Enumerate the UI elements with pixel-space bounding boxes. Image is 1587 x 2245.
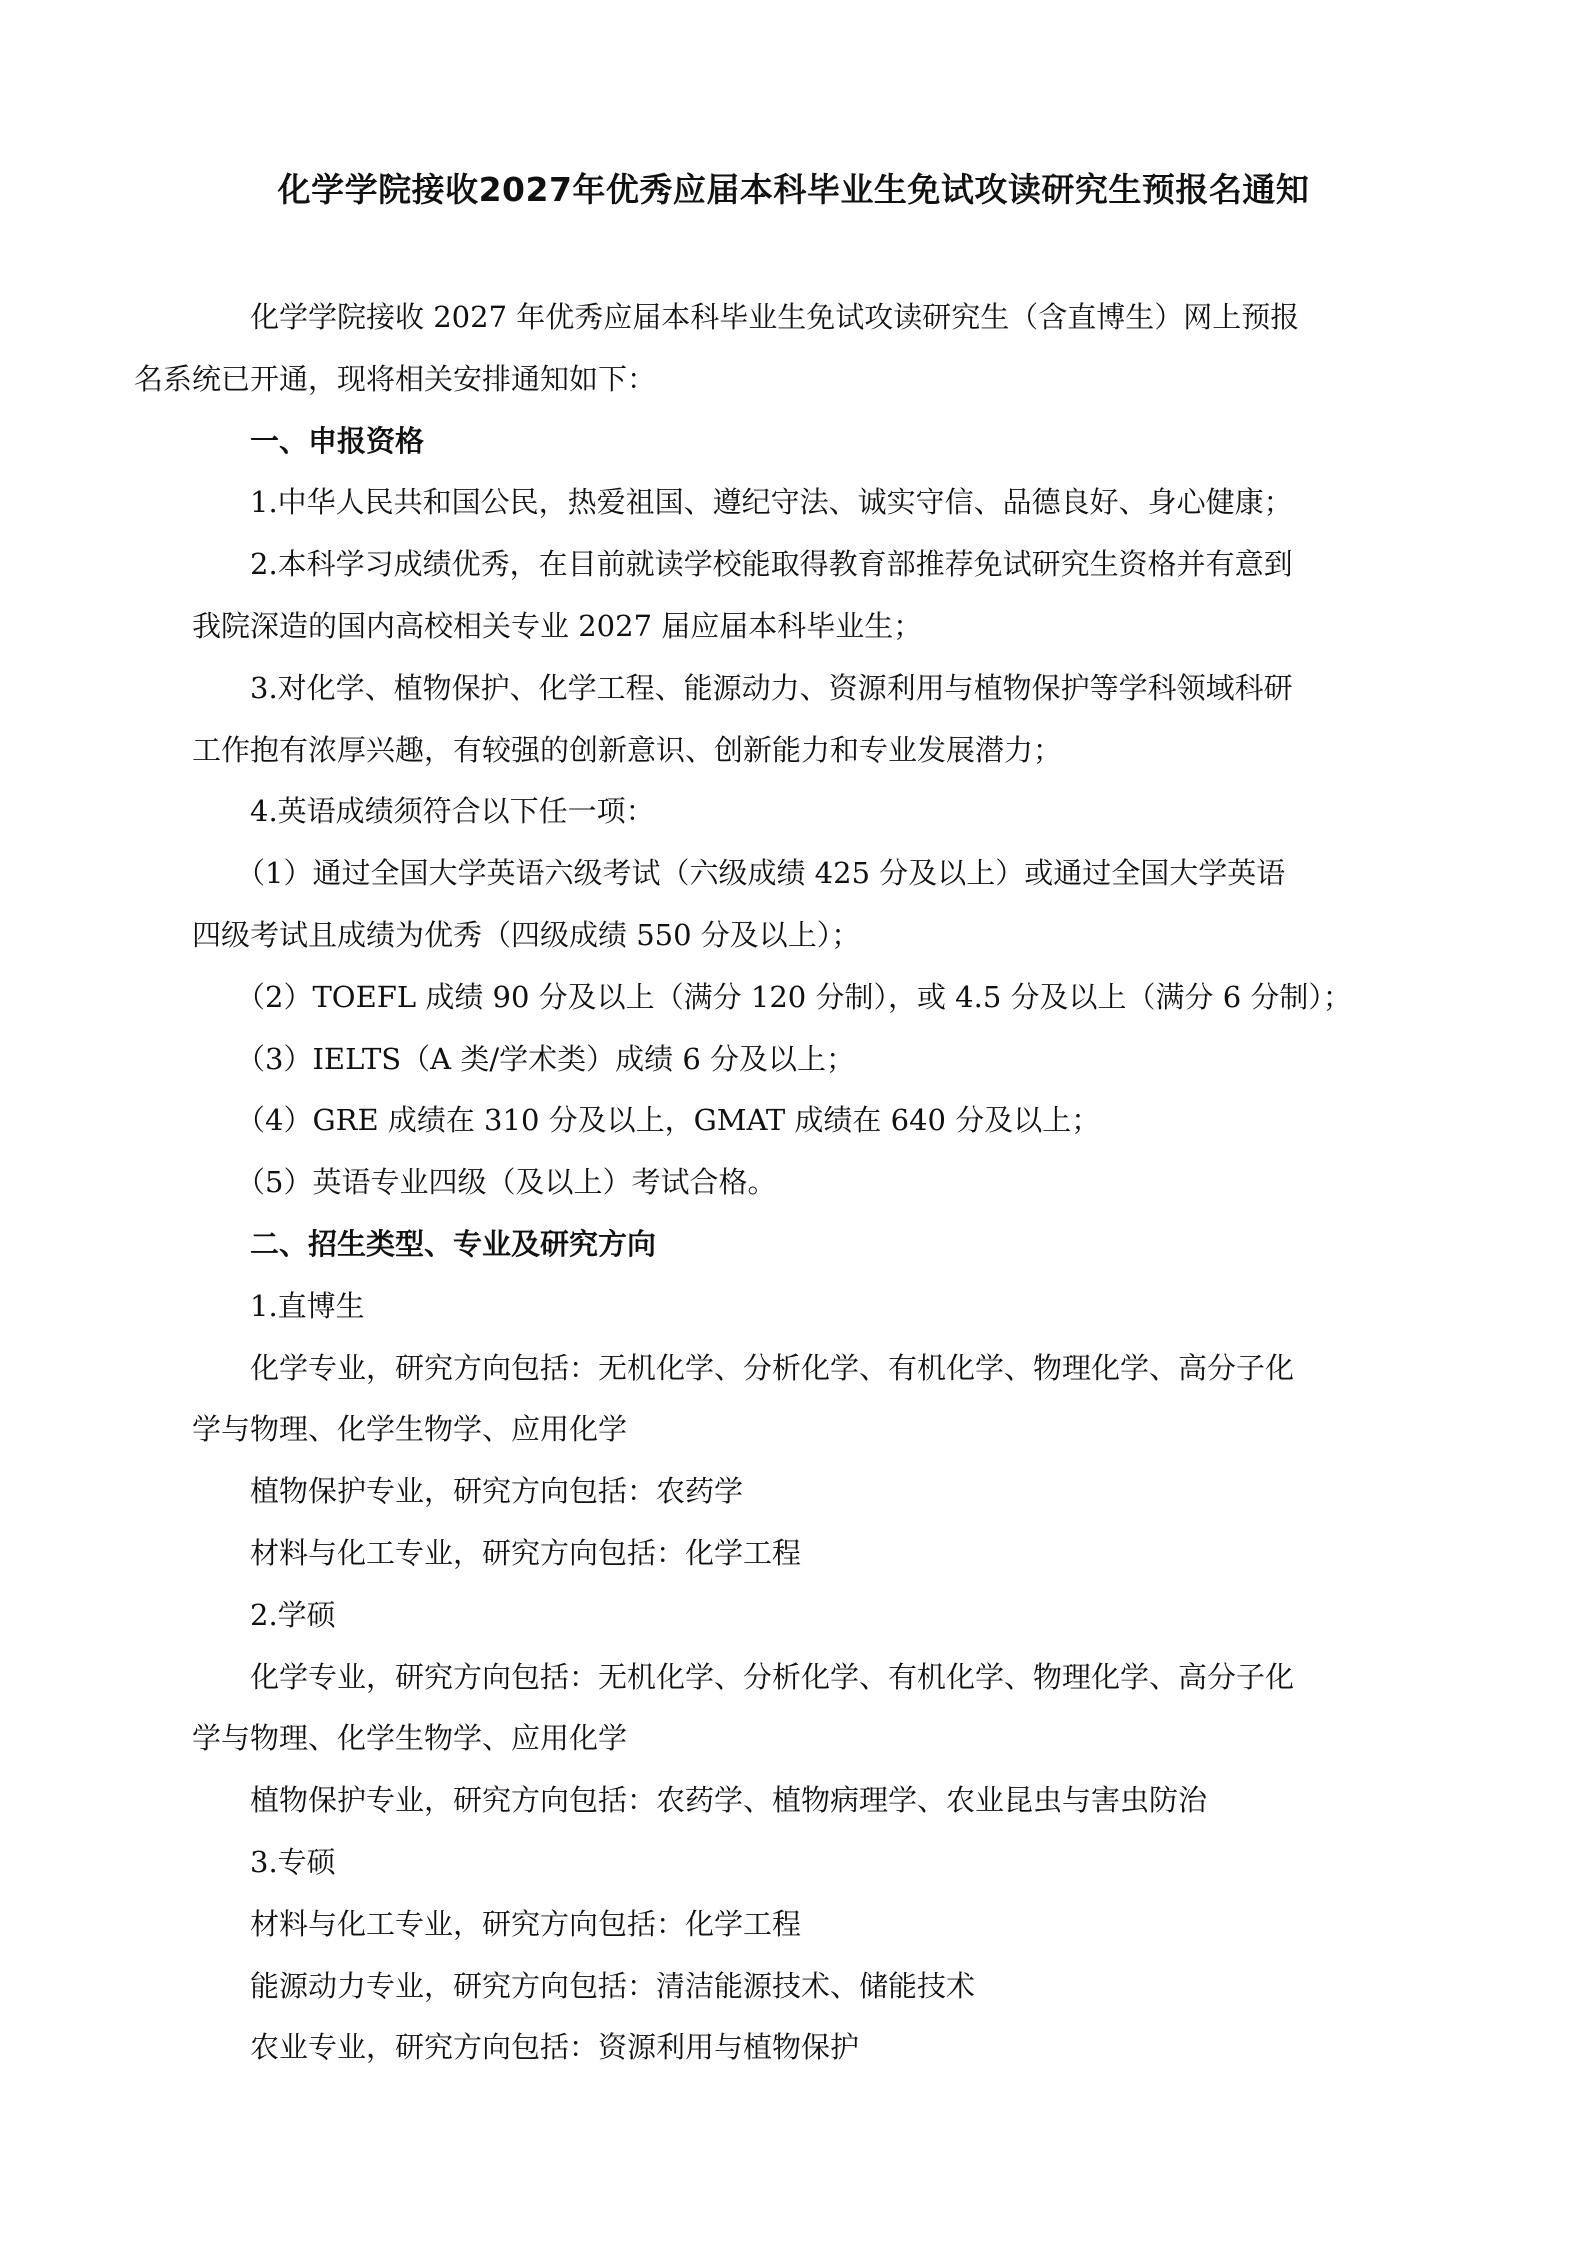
professional-master-materials: 材料与化工专业，研究方向包括：化学工程	[250, 1906, 802, 1941]
program-type-direct-phd: 1.直博生	[250, 1288, 365, 1323]
eligibility-item-3-line-2: 工作抱有浓厚兴趣，有较强的创新意识、创新能力和专业发展潜力；	[192, 732, 1063, 767]
academic-master-chemistry-line-1: 化学专业，研究方向包括：无机化学、分析化学、有机化学、物理化学、高分子化	[250, 1659, 1295, 1694]
eligibility-item-1: 1.中华人民共和国公民，热爱祖国、遵纪守法、诚实守信、品德良好、身心健康；	[250, 485, 1293, 520]
eligibility-item-2-line-2: 我院深造的国内高校相关专业 2027 届应届本科毕业生；	[192, 608, 923, 643]
section-heading-programs: 二、招生类型、专业及研究方向	[250, 1226, 657, 1261]
academic-master-chemistry-line-2: 学与物理、化学生物学、应用化学	[192, 1721, 628, 1756]
program-type-academic-master: 2.学硕	[250, 1597, 336, 1632]
direct-phd-plant-protection: 植物保护专业，研究方向包括：农药学	[250, 1474, 744, 1509]
section-heading-eligibility: 一、申报资格	[250, 423, 425, 458]
eligibility-item-3	[192, 658, 1406, 782]
english-option-4: （4）GRE 成绩在 310 分及以上，GMAT 成绩在 640 分及以上；	[236, 1103, 1101, 1138]
direct-phd-materials: 材料与化工专业，研究方向包括：化学工程	[250, 1535, 802, 1570]
professional-master-agriculture: 农业专业，研究方向包括：资源利用与植物保护	[250, 2030, 860, 2065]
academic-master-chemistry	[192, 1647, 1406, 1771]
intro-line-1: 化学学院接收 2027 年优秀应届本科毕业生免试攻读研究生（含直博生）网上预报	[250, 300, 1300, 334]
english-option-3: （3）IELTS（A 类/学术类）成绩 6 分及以上；	[236, 1041, 855, 1076]
eligibility-item-4: 4.英语成绩须符合以下任一项：	[250, 794, 655, 829]
eligibility-item-2-line-1: 2.本科学习成绩优秀，在目前就读学校能取得教育部推荐免试研究生资格并有意到	[250, 547, 1293, 582]
english-option-2: （2）TOEFL 成绩 90 分及以上（满分 120 分制），或 4.5 分及以上（满分 6 分制）；	[236, 979, 1352, 1014]
intro-paragraph	[134, 287, 1406, 411]
english-option-1-line-2: 四级考试且成绩为优秀（四级成绩 550 分及以上）；	[192, 917, 861, 952]
intro-line-2: 名系统已开通，现将相关安排通知如下：	[134, 361, 657, 396]
eligibility-item-3-line-1: 3.对化学、植物保护、化学工程、能源动力、资源利用与植物保护等学科领域科研	[250, 670, 1293, 705]
document-title: 化学学院接收2027年优秀应届本科毕业生免试攻读研究生预报名通知	[277, 170, 1310, 209]
english-option-1	[192, 843, 1406, 967]
professional-master-energy: 能源动力专业，研究方向包括：清洁能源技术、储能技术	[250, 1968, 976, 2003]
direct-phd-chemistry	[192, 1338, 1406, 1462]
document-body	[134, 287, 1406, 2079]
program-type-professional-master: 3.专硕	[250, 1844, 336, 1879]
eligibility-item-2	[192, 534, 1406, 658]
english-option-5: （5）英语专业四级（及以上）考试合格。	[236, 1165, 777, 1200]
direct-phd-chemistry-line-2: 学与物理、化学生物学、应用化学	[192, 1412, 628, 1447]
english-option-1-line-1: （1）通过全国大学英语六级考试（六级成绩 425 分及以上）或通过全国大学英语	[236, 856, 1286, 891]
academic-master-plant-protection: 植物保护专业，研究方向包括：农药学、植物病理学、农业昆虫与害虫防治	[250, 1783, 1208, 1818]
direct-phd-chemistry-line-1: 化学专业，研究方向包括：无机化学、分析化学、有机化学、物理化学、高分子化	[250, 1350, 1295, 1385]
